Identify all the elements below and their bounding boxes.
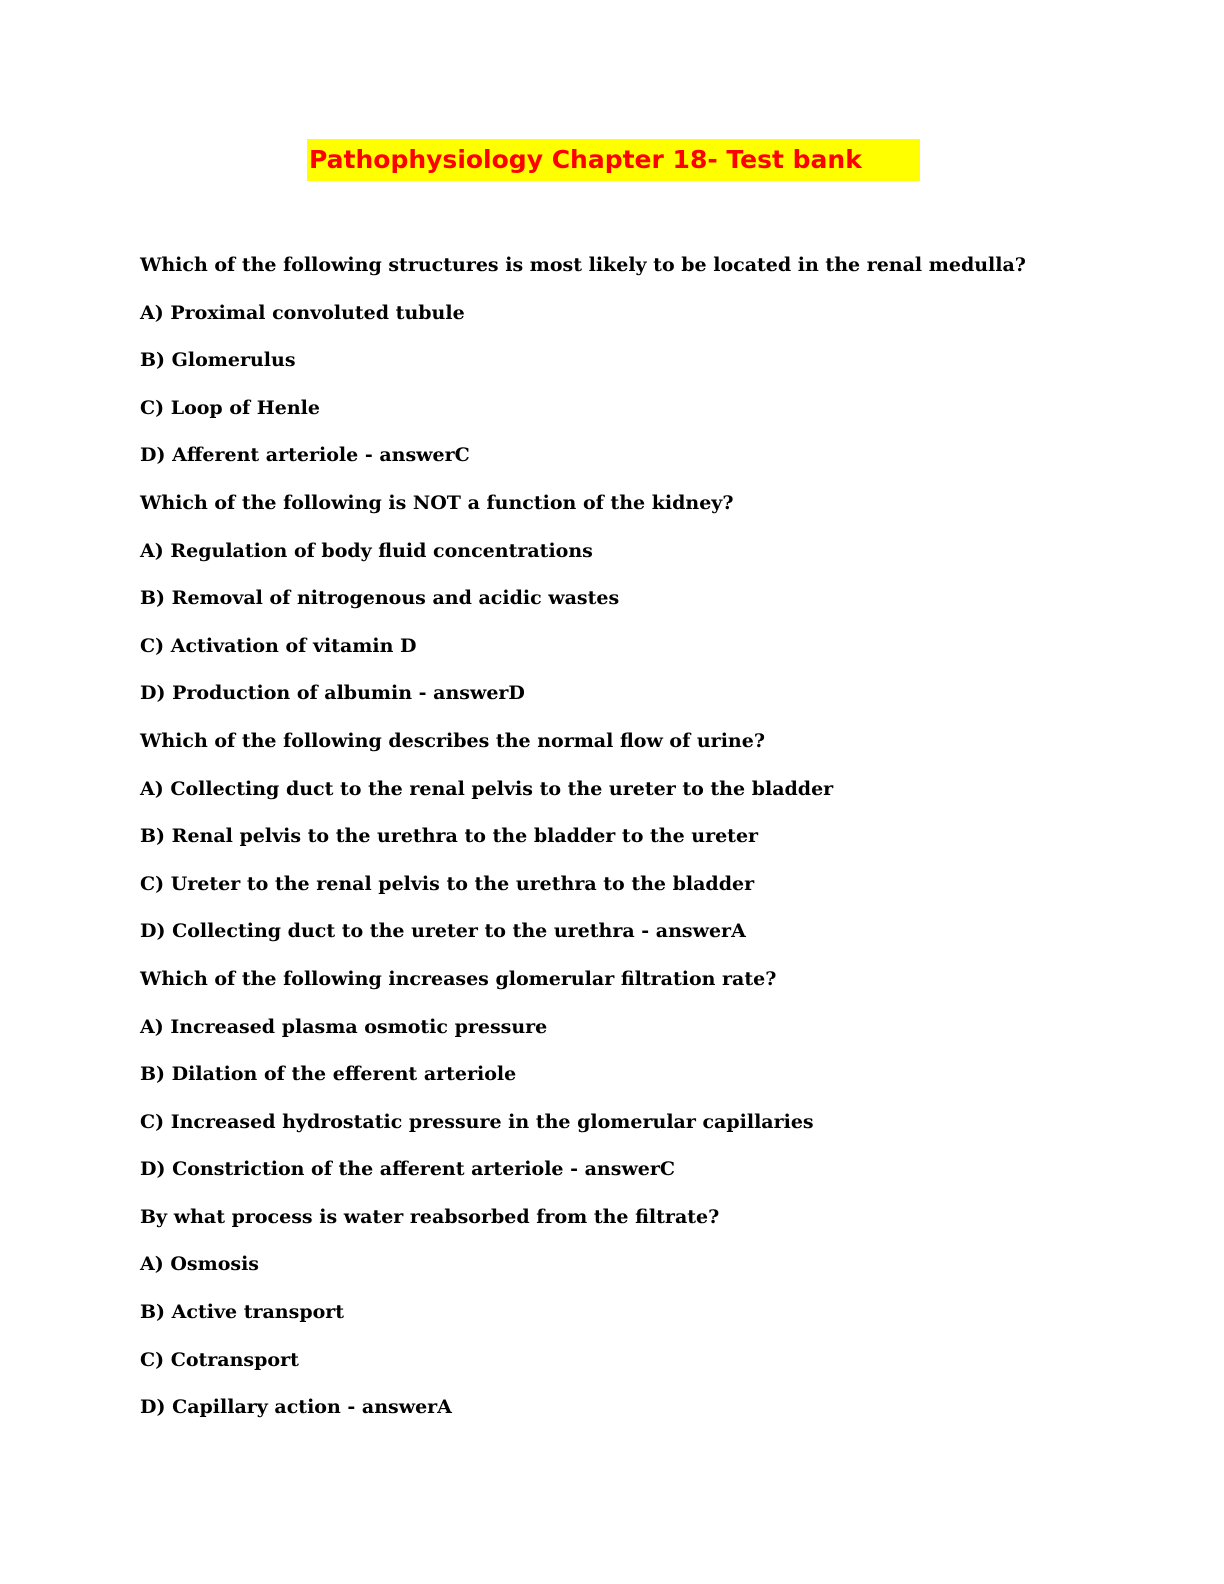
- question-3-option-b: B) Renal pelvis to the urethra to the bladder to the ureter: [140, 825, 759, 848]
- question-2-option-d: D) Production of albumin - answerD: [140, 682, 525, 705]
- question-1-option-b: B) Glomerulus: [140, 349, 296, 372]
- question-1-option-c: C) Loop of Henle: [140, 396, 320, 419]
- question-4-option-a: A) Increased plasma osmotic pressure: [140, 1015, 548, 1038]
- question-2-option-c: C) Activation of vitamin D: [140, 634, 417, 657]
- question-3-text: Which of the following describes the normal flow of urine?: [140, 729, 765, 752]
- question-4-option-b: B) Dilation of the efferent arteriole: [140, 1063, 517, 1086]
- question-5-option-c: C) Cotransport: [140, 1348, 299, 1371]
- question-1-option-d: D) Afferent arteriole - answerC: [140, 444, 470, 467]
- question-2-option-a: A) Regulation of body fluid concentrations: [140, 539, 593, 562]
- question-5-option-d: D) Capillary action - answerA: [140, 1396, 452, 1419]
- question-3-option-a: A) Collecting duct to the renal pelvis to the ureter to the bladder: [140, 777, 834, 800]
- question-3-option-c: C) Ureter to the renal pelvis to the urethra to the bladder: [140, 872, 755, 895]
- question-5-text: By what process is water reabsorbed from the filtrate?: [140, 1205, 720, 1228]
- question-4-option-d: D) Constriction of the afferent arteriole - answerC: [140, 1158, 676, 1181]
- question-3-option-d: D) Collecting duct to the ureter to the urethra - answerA: [140, 920, 746, 943]
- question-list: [140, 250, 1100, 1440]
- question-5-option-a: A) Osmosis: [140, 1253, 259, 1276]
- question-2-option-b: B) Removal of nitrogenous and acidic wastes: [140, 587, 620, 610]
- question-1-option-a: A) Proximal convoluted tubule: [140, 301, 465, 324]
- question-5-option-b: B) Active transport: [140, 1301, 345, 1324]
- question-1-text: Which of the following structures is most likely to be located in the renal medulla?: [140, 254, 1026, 276]
- question-4-option-c: C) Increased hydrostatic pressure in the glomerular capillaries: [140, 1110, 814, 1133]
- document-title: Pathophysiology Chapter 18- Test bank: [307, 139, 920, 181]
- question-4-text: Which of the following increases glomerular filtration rate?: [140, 967, 777, 990]
- question-2-text: Which of the following is NOT a function of the kidney?: [140, 491, 734, 514]
